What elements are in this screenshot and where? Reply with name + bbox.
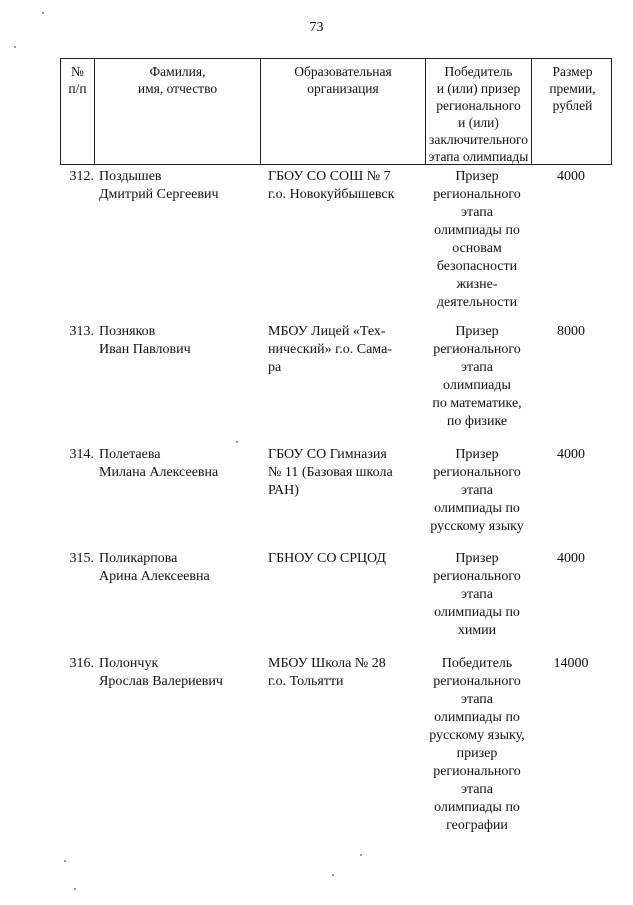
header-line: № xyxy=(71,64,84,79)
scan-speck xyxy=(64,860,66,862)
scan-speck xyxy=(360,854,362,856)
name-line: Арина Алексеевна xyxy=(99,569,210,584)
header-line: организация xyxy=(307,81,379,96)
status-line: олимпиады по xyxy=(434,605,520,620)
status-line: Призер xyxy=(455,169,499,184)
status-line: олимпиады по xyxy=(434,800,520,815)
person-name xyxy=(99,446,259,482)
olympiad-status xyxy=(424,323,530,431)
org-line: ра xyxy=(268,360,282,375)
header-line: п/п xyxy=(68,81,87,96)
prize-amount: 8000 xyxy=(557,324,585,339)
prize-amount: 4000 xyxy=(557,551,585,566)
olympiad-status xyxy=(424,168,530,312)
name-line: Полетаева xyxy=(99,447,161,462)
status-line: регионального xyxy=(433,342,521,357)
status-line: Призер xyxy=(455,447,499,462)
organization xyxy=(268,168,408,204)
table-header xyxy=(60,58,612,165)
prize-amount: 4000 xyxy=(557,447,585,462)
status-line: русскому языку xyxy=(430,519,524,534)
org-line: ГБНОУ СО СРЦОД xyxy=(268,551,386,566)
person-name xyxy=(99,323,259,359)
header-line: рублей xyxy=(552,98,593,113)
header-line: этапа олимпиады xyxy=(428,149,529,164)
status-line: географии xyxy=(446,818,508,833)
org-line: РАН) xyxy=(268,483,299,498)
status-line: регионального xyxy=(433,569,521,584)
status-line: этапа xyxy=(460,360,494,375)
header-prize xyxy=(531,59,613,164)
status-line: этапа xyxy=(460,205,494,220)
header-organization xyxy=(260,59,425,164)
awards-table xyxy=(60,58,612,833)
row-number: 314. xyxy=(69,447,94,462)
name-line: Дмитрий Сергеевич xyxy=(99,187,219,202)
prize-amount: 14000 xyxy=(553,656,589,671)
status-line: деятельности xyxy=(436,295,518,310)
table-row xyxy=(60,655,612,840)
olympiad-status xyxy=(424,446,530,536)
org-line: № 11 (Базовая школа xyxy=(268,465,393,480)
status-line: регионального xyxy=(433,187,521,202)
scan-speck xyxy=(236,441,238,443)
status-line: олимпиады по xyxy=(434,710,520,725)
organization xyxy=(268,323,408,377)
status-line: по физике xyxy=(446,414,508,429)
status-line: регионального xyxy=(433,674,521,689)
name-line: Поздышев xyxy=(99,169,162,184)
status-line: Победитель xyxy=(441,656,513,671)
header-line: Победитель xyxy=(444,64,513,79)
row-number: 312. xyxy=(69,169,94,184)
status-line: русскому языку, xyxy=(429,728,525,743)
table-row xyxy=(60,323,612,438)
page-number: 73 xyxy=(309,20,324,35)
olympiad-status xyxy=(424,655,530,835)
status-line: призер xyxy=(456,746,498,761)
name-line: Иван Павлович xyxy=(99,342,191,357)
olympiad-status xyxy=(424,550,530,640)
org-line: г.о. Новокуйбышевск xyxy=(268,187,395,202)
header-name xyxy=(94,59,260,164)
row-number: 316. xyxy=(69,656,94,671)
header-number xyxy=(61,59,94,164)
status-line: безопасности xyxy=(436,259,518,274)
name-line: Милана Алексеевна xyxy=(99,465,219,480)
table-row xyxy=(60,168,612,318)
org-line: нический» г.о. Сама- xyxy=(268,342,392,357)
name-line: Поликарпова xyxy=(99,551,178,566)
org-line: ГБОУ СО СОШ № 7 xyxy=(268,169,391,184)
header-line: имя, отчество xyxy=(137,81,218,96)
status-line: основам xyxy=(452,241,502,256)
status-line: этапа xyxy=(460,483,494,498)
status-line: Призер xyxy=(455,324,499,339)
header-status xyxy=(425,59,531,164)
person-name xyxy=(99,168,259,204)
status-line: химии xyxy=(457,623,497,638)
name-line: Полончук xyxy=(99,656,159,671)
status-line: этапа xyxy=(460,692,494,707)
org-line: ГБОУ СО Гимназия xyxy=(268,447,387,462)
status-line: регионального xyxy=(433,465,521,480)
table-row xyxy=(60,446,612,541)
prize-amount: 4000 xyxy=(557,169,585,184)
name-line: Позняков xyxy=(99,324,156,339)
status-line: этапа xyxy=(460,587,494,602)
scan-speck xyxy=(332,874,334,876)
status-line: олимпиады по xyxy=(434,501,520,516)
status-line: олимпиады по xyxy=(434,223,520,238)
header-line: премии, xyxy=(549,81,596,96)
name-line: Ярослав Валериевич xyxy=(99,674,223,689)
scan-speck xyxy=(14,46,16,48)
table-row xyxy=(60,550,612,645)
person-name xyxy=(99,655,259,691)
status-line: жизне- xyxy=(456,277,498,292)
organization xyxy=(268,446,408,500)
header-line: заключительного xyxy=(429,132,528,147)
header-line: Образовательная xyxy=(294,64,392,79)
person-name xyxy=(99,550,259,586)
scan-speck xyxy=(74,888,76,890)
status-line: этапа xyxy=(460,782,494,797)
row-number: 315. xyxy=(69,551,94,566)
organization xyxy=(268,655,408,691)
scan-speck xyxy=(42,12,44,14)
org-line: МБОУ Лицей «Тех- xyxy=(268,324,386,339)
status-line: олимпиады xyxy=(443,378,511,393)
organization xyxy=(268,550,408,568)
status-line: регионального xyxy=(433,764,521,779)
status-line: по математике, xyxy=(432,396,522,411)
org-line: МБОУ Школа № 28 xyxy=(268,656,386,671)
header-line: Фамилия, xyxy=(149,64,206,79)
header-line: и (или) призер xyxy=(436,81,521,96)
header-line: и (или) xyxy=(458,115,499,130)
header-line: Размер xyxy=(552,64,593,79)
header-line: регионального xyxy=(436,98,521,113)
row-number: 313. xyxy=(69,324,94,339)
org-line: г.о. Тольятти xyxy=(268,674,344,689)
status-line: Призер xyxy=(455,551,499,566)
